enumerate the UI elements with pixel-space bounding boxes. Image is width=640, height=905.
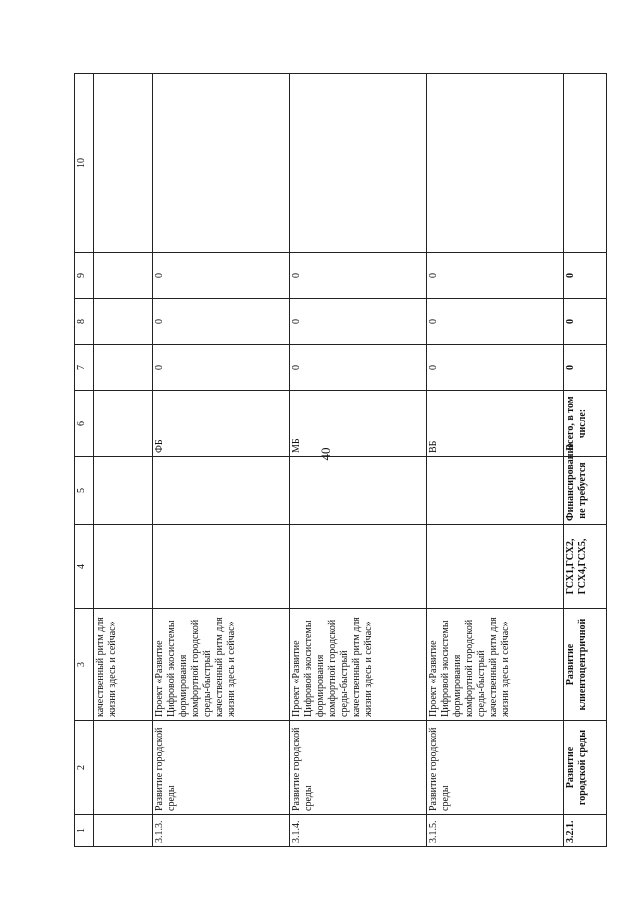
cell-value-7: 0: [564, 345, 607, 391]
cell-direction: Развитие городской среды: [153, 721, 290, 815]
cell-code: [290, 525, 427, 609]
cell-value-7: 0: [290, 345, 427, 391]
cell-direction: Развитие городской среды: [564, 721, 607, 815]
cell-value-8: 0: [153, 299, 290, 345]
cell-value-9: 0: [290, 253, 427, 299]
cell-code: [427, 525, 564, 609]
table-row: [153, 74, 290, 847]
cell-direction: Развитие городской среды: [290, 721, 427, 815]
cell-source: [94, 391, 153, 457]
cell-code: [94, 525, 153, 609]
table-row: [290, 74, 427, 847]
cell-value-10: [290, 74, 427, 253]
header-col-8: 8: [75, 299, 94, 345]
cell-number: 3.2.1.: [564, 815, 607, 847]
table-row: [564, 74, 607, 847]
header-col-3: 3: [75, 609, 94, 721]
cell-value-10: [94, 74, 153, 253]
header-col-5: 5: [75, 457, 94, 525]
cell-value-10: [564, 74, 607, 253]
budget-table-sheet: [74, 74, 598, 847]
cell-financing: [290, 457, 427, 525]
header-col-7: 7: [75, 345, 94, 391]
cell-value-8: 0: [427, 299, 564, 345]
header-col-4: 4: [75, 525, 94, 609]
cell-value-7: [94, 345, 153, 391]
header-col-6: 6: [75, 391, 94, 457]
cell-number: 3.1.3.: [153, 815, 290, 847]
cell-value-9: 0: [427, 253, 564, 299]
cell-code: ГСХ1,ГСХ2, ГСХ4,ГСХ5,: [564, 525, 607, 609]
cell-project: Проект «Развитие Цифровой экосистемы формирования комфортной городской среды-быстрый качественный ритм для жизни здесь и сейчас»: [153, 609, 290, 721]
cell-number: 3.1.5.: [427, 815, 564, 847]
cell-source: ВБ: [427, 391, 564, 457]
cell-source: ФБ: [153, 391, 290, 457]
cell-financing: Финансирование не требуется: [564, 457, 607, 525]
cell-value-10: [427, 74, 564, 253]
cell-direction: Развитие городской среды: [427, 721, 564, 815]
cell-source: Всего, в том числе:: [564, 391, 607, 457]
header-col-10: 10: [75, 74, 94, 253]
table-row: [94, 74, 153, 847]
cell-value-8: 0: [564, 299, 607, 345]
cell-financing: [94, 457, 153, 525]
header-row: [75, 74, 94, 847]
cell-value-10: [153, 74, 290, 253]
cell-value-8: [94, 299, 153, 345]
cell-number: [94, 815, 153, 847]
cell-value-7: 0: [427, 345, 564, 391]
cell-code: [153, 525, 290, 609]
budget-table: [74, 73, 607, 847]
cell-value-9: 0: [564, 253, 607, 299]
cell-financing: [427, 457, 564, 525]
cell-value-9: [94, 253, 153, 299]
cell-source: МБ: [290, 391, 427, 457]
cell-project: Развитие клиентоцентричной: [564, 609, 607, 721]
cell-direction: [94, 721, 153, 815]
header-col-9: 9: [75, 253, 94, 299]
cell-project: Проект «Развитие Цифровой экосистемы формирования комфортной городской среды-быстрый качественный ритм для жизни здесь и сейчас»: [290, 609, 427, 721]
cell-value-9: 0: [153, 253, 290, 299]
cell-financing: [153, 457, 290, 525]
cell-project: Проект «Развитие Цифровой экосистемы формирования комфортной городской среды-быстрый качественный ритм для жизни здесь и сейчас»: [427, 609, 564, 721]
header-col-2: 2: [75, 721, 94, 815]
page-number: 40: [318, 447, 333, 461]
cell-value-7: 0: [153, 345, 290, 391]
header-col-1: 1: [75, 815, 94, 847]
cell-value-8: 0: [290, 299, 427, 345]
cell-project: качественный ритм для жизни здесь и сейчас»: [94, 609, 153, 721]
cell-number: 3.1.4.: [290, 815, 427, 847]
table-row: [427, 74, 564, 847]
